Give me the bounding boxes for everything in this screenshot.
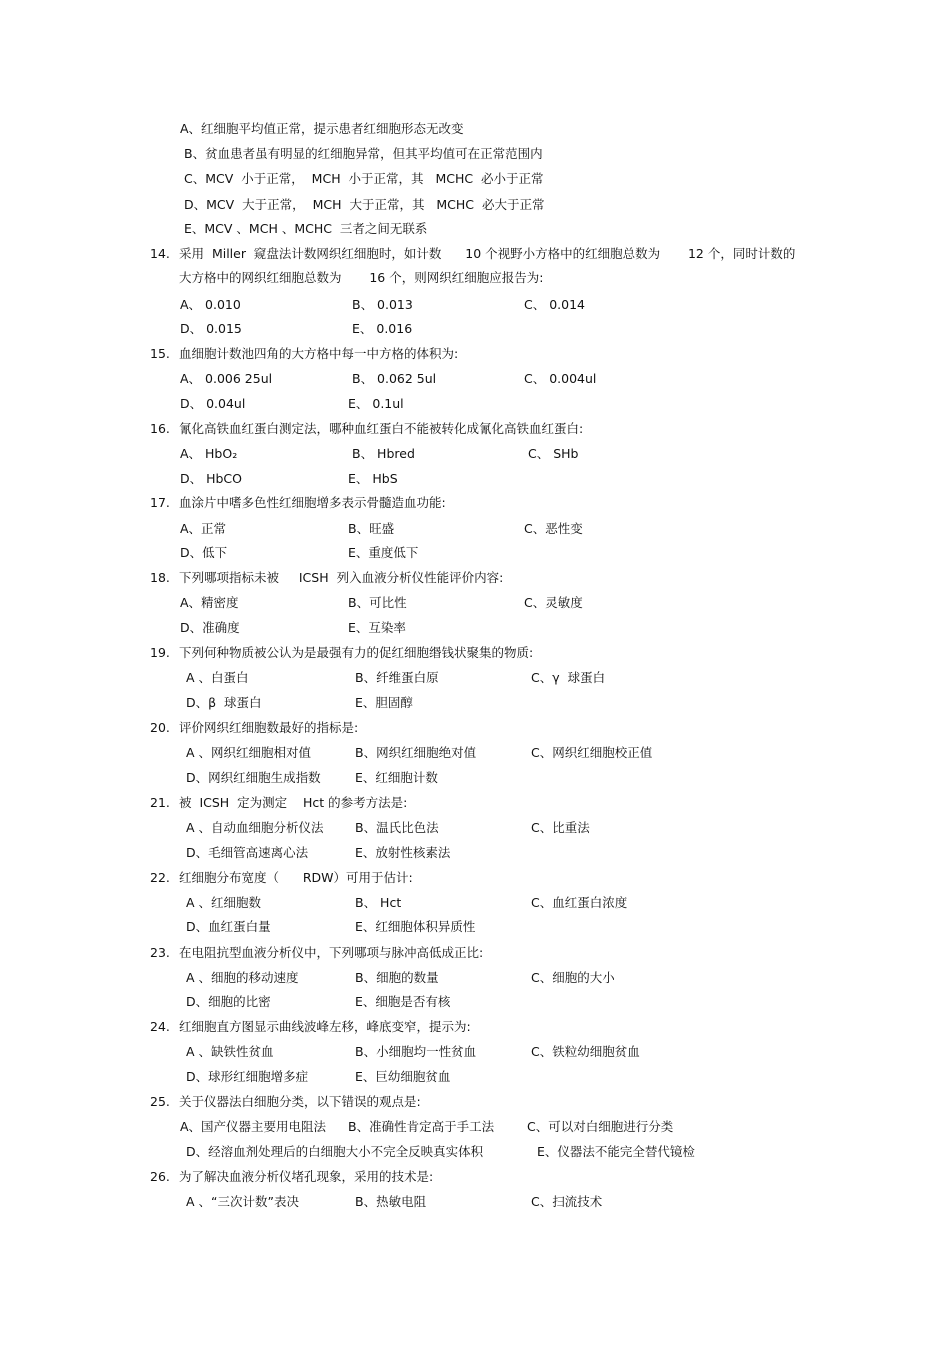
question-number: 24. bbox=[150, 1019, 170, 1034]
question-stem: 血涂片中嗜多色性红细胞增多表示骨髓造血功能: bbox=[179, 495, 446, 510]
option-c: C、网织红细胞校正值 bbox=[531, 745, 653, 760]
option-b: B、 0.013 bbox=[352, 297, 413, 312]
option-a: A 、红细胞数 bbox=[186, 895, 262, 910]
option-e: E、互染率 bbox=[348, 620, 406, 635]
option-b: B、热敏电阻 bbox=[355, 1194, 427, 1209]
question-number: 22. bbox=[150, 870, 170, 885]
question-number: 25. bbox=[150, 1094, 170, 1109]
option-e: E、 0.1ul bbox=[348, 396, 404, 411]
option-e: E、红细胞体积异质性 bbox=[355, 919, 476, 934]
question-stem: 关于仪器法白细胞分类，以下错误的观点是: bbox=[179, 1094, 421, 1109]
option-a: A 、自动血细胞分析仪法 bbox=[186, 820, 324, 835]
option-c: C、血红蛋白浓度 bbox=[531, 895, 628, 910]
option-e: E、细胞是否有核 bbox=[355, 994, 451, 1009]
option-d: D、经溶血剂处理后的白细胞大小不完全反映真实体积 bbox=[186, 1144, 484, 1159]
option-a: A、正常 bbox=[180, 521, 227, 536]
option-d: D、 HbCO bbox=[180, 471, 242, 486]
question-number: 20. bbox=[150, 720, 170, 735]
question-stem: 采用 Miller 窥盘法计数网织红细胞时，如计数 10 个视野小方格中的红细胞总数为 12 个，同时计数的 bbox=[179, 246, 796, 261]
option-b: B、小细胞均一性贫血 bbox=[355, 1044, 477, 1059]
option-d: D、网织红细胞生成指数 bbox=[186, 770, 321, 785]
q13-option-d: D、MCV 大于正常， MCH 大于正常，其 MCHC 必大于正常 bbox=[184, 197, 545, 212]
option-e: E、胆固醇 bbox=[355, 695, 413, 710]
option-c: C、细胞的大小 bbox=[531, 970, 615, 985]
option-c: C、 SHb bbox=[528, 446, 579, 461]
option-b: B、 Hct bbox=[355, 895, 402, 910]
option-e: E、重度低下 bbox=[348, 545, 419, 560]
option-b: B、 0.062 5ul bbox=[352, 371, 437, 386]
option-e: E、仪器法不能完全替代镜检 bbox=[537, 1144, 695, 1159]
option-d: D、准确度 bbox=[180, 620, 240, 635]
q13-option-c: C、MCV 小于正常， MCH 小于正常，其 MCHC 必小于正常 bbox=[184, 171, 544, 186]
question-number: 19. bbox=[150, 645, 170, 660]
q13-option-a: A、红细胞平均值正常，提示患者红细胞形态无改变 bbox=[180, 121, 464, 136]
option-c: C、扫流技术 bbox=[531, 1194, 603, 1209]
option-c: C、灵敏度 bbox=[524, 595, 583, 610]
question-number: 17. bbox=[150, 495, 170, 510]
option-c: C、恶性变 bbox=[524, 521, 583, 536]
question-number: 26. bbox=[150, 1169, 170, 1184]
option-a: A 、“三次计数”表决 bbox=[186, 1194, 299, 1209]
option-e: E、 0.016 bbox=[352, 321, 413, 336]
option-b: B、网织红细胞绝对值 bbox=[355, 745, 477, 760]
option-a: A 、缺铁性贫血 bbox=[186, 1044, 274, 1059]
question-number: 14. bbox=[150, 246, 170, 261]
question-stem: 红细胞分布宽度（ RDW）可用于估计: bbox=[179, 870, 413, 885]
q13-option-b: B、贫血患者虽有明显的红细胞异常，但其平均值可在正常范围内 bbox=[184, 146, 543, 161]
option-d: D、 0.04ul bbox=[180, 396, 246, 411]
option-a: A、 0.006 25ul bbox=[180, 371, 273, 386]
option-d: D、低下 bbox=[180, 545, 228, 560]
option-a: A、国产仪器主要用电阻法 bbox=[180, 1119, 327, 1134]
option-a: A、 HbO₂ bbox=[180, 446, 238, 461]
option-b: B、旺盛 bbox=[348, 521, 395, 536]
question-stem-cont: 大方格中的网织红细胞总数为 16 个，则网织红细胞应报告为: bbox=[179, 270, 544, 285]
question-stem: 为了解决血液分析仪堵孔现象，采用的技术是: bbox=[179, 1169, 434, 1184]
option-c: C、 0.004ul bbox=[524, 371, 597, 386]
option-d: D、β 球蛋白 bbox=[186, 695, 262, 710]
option-a: A 、白蛋白 bbox=[186, 670, 249, 685]
option-d: D、细胞的比密 bbox=[186, 994, 271, 1009]
option-c: C、 0.014 bbox=[524, 297, 585, 312]
question-stem: 血细胞计数池四角的大方格中每一中方格的体积为: bbox=[179, 346, 459, 361]
question-number: 15. bbox=[150, 346, 170, 361]
question-stem: 在电阻抗型血液分析仪中，下列哪项与脉冲高低成正比: bbox=[179, 945, 484, 960]
option-b: B、纤维蛋白原 bbox=[355, 670, 439, 685]
option-c: C、比重法 bbox=[531, 820, 590, 835]
question-number: 23. bbox=[150, 945, 170, 960]
option-e: E、 HbS bbox=[348, 471, 398, 486]
option-a: A 、细胞的移动速度 bbox=[186, 970, 299, 985]
question-stem: 被 ICSH 定为测定 Hct 的参考方法是: bbox=[179, 795, 408, 810]
question-stem: 氰化高铁血红蛋白测定法，哪种血红蛋白不能被转化成氰化高铁血红蛋白: bbox=[179, 421, 584, 436]
option-d: D、 0.015 bbox=[180, 321, 242, 336]
option-a: A、 0.010 bbox=[180, 297, 241, 312]
question-number: 18. bbox=[150, 570, 170, 585]
option-d: D、球形红细胞增多症 bbox=[186, 1069, 309, 1084]
option-c: C、可以对白细胞进行分类 bbox=[527, 1119, 674, 1134]
question-number: 21. bbox=[150, 795, 170, 810]
question-stem: 下列哪项指标未被 ICSH 列入血液分析仪性能评价内容: bbox=[179, 570, 504, 585]
option-e: E、放射性核素法 bbox=[355, 845, 451, 860]
option-b: B、细胞的数量 bbox=[355, 970, 439, 985]
question-stem: 评价网织红细胞数最好的指标是: bbox=[179, 720, 359, 735]
option-b: B、可比性 bbox=[348, 595, 407, 610]
option-c: C、铁粒幼细胞贫血 bbox=[531, 1044, 640, 1059]
question-stem: 下列何种物质被公认为是最强有力的促红细胞缗钱状聚集的物质: bbox=[179, 645, 534, 660]
option-a: A、精密度 bbox=[180, 595, 239, 610]
option-d: D、毛细管高速离心法 bbox=[186, 845, 309, 860]
option-d: D、血红蛋白量 bbox=[186, 919, 271, 934]
q13-option-e: E、MCV 、MCH 、MCHC 三者之间无联系 bbox=[184, 221, 428, 236]
option-b: B、准确性肯定高于手工法 bbox=[348, 1119, 495, 1134]
question-number: 16. bbox=[150, 421, 170, 436]
option-b: B、温氏比色法 bbox=[355, 820, 439, 835]
option-e: E、巨幼细胞贫血 bbox=[355, 1069, 451, 1084]
option-e: E、红细胞计数 bbox=[355, 770, 438, 785]
question-stem: 红细胞直方图显示曲线波峰左移，峰底变窄，提示为: bbox=[179, 1019, 471, 1034]
option-c: C、γ 球蛋白 bbox=[531, 670, 606, 685]
option-b: B、 Hbred bbox=[352, 446, 415, 461]
option-a: A 、网织红细胞相对值 bbox=[186, 745, 312, 760]
